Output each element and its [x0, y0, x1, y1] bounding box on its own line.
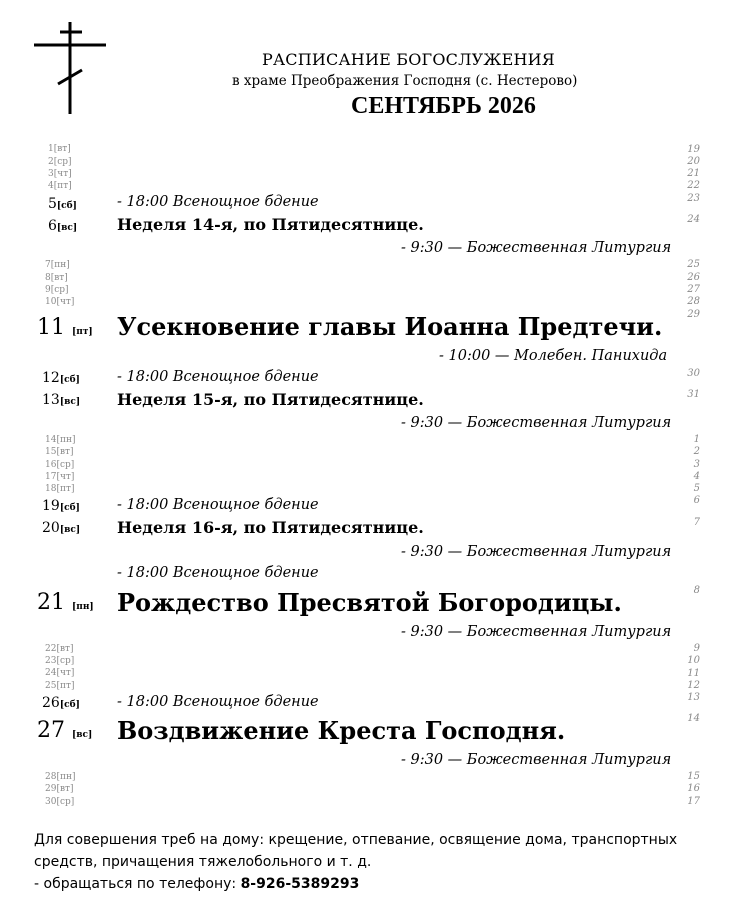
day-1: 1[вт]	[48, 144, 71, 154]
service-vigil-26: - 18:00 Всенощное бдение	[117, 694, 319, 710]
service-liturgy-21: - 9:30 — Божественная Литургия	[401, 624, 672, 640]
feast-week-14: Неделя 14-я, по Пятидесятнице.	[117, 215, 424, 234]
service-liturgy-27: - 9:30 — Божественная Литургия	[401, 752, 672, 768]
day-19: 19[сб]	[42, 498, 80, 514]
day-27: 27 [вс]	[37, 718, 93, 743]
day-9: 9[ср]	[45, 285, 69, 295]
day-16: 16[ср]	[45, 460, 75, 470]
old-style-date: 24	[687, 214, 700, 225]
old-style-date: 3	[693, 459, 700, 470]
old-style-date: 13	[687, 692, 700, 703]
old-style-date: 25	[687, 259, 700, 270]
old-style-date: 26	[687, 272, 700, 283]
old-style-date: 19	[687, 144, 700, 155]
old-style-date: 10	[687, 655, 700, 666]
old-style-date: 21	[687, 168, 700, 179]
day-5: 5[сб]	[48, 196, 77, 212]
day-21: 21 [пн]	[37, 590, 94, 615]
old-style-date: 17	[687, 796, 700, 807]
day-17: 17[чт]	[45, 472, 75, 482]
feast-week-15: Неделя 15-я, по Пятидесятнице.	[117, 390, 424, 409]
day-22: 22[вт]	[45, 644, 74, 654]
day-4: 4[пт]	[48, 181, 72, 191]
footer-line-3: - обращаться по телефону: 8-926-5389293	[34, 876, 360, 892]
service-liturgy-13: - 9:30 — Божественная Литургия	[401, 415, 672, 431]
day-8: 8[вт]	[45, 273, 68, 283]
old-style-date: 31	[687, 389, 700, 400]
old-style-date: 15	[687, 771, 700, 782]
footer-line-1: Для совершения треб на дому: крещение, отпевание, освящение дома, транспортных	[34, 832, 678, 848]
day-6: 6[вс]	[48, 218, 78, 234]
feast-nativity-theotokos: Рождество Пресвятой Богородицы.	[117, 588, 622, 617]
old-style-date: 9	[693, 643, 700, 654]
old-style-date: 27	[687, 284, 700, 295]
old-style-date: 4	[693, 471, 700, 482]
day-12: 12[сб]	[42, 370, 80, 386]
feast-week-16: Неделя 16-я, по Пятидесятнице.	[117, 518, 424, 537]
old-style-date: 8	[693, 585, 700, 596]
day-2: 2[ср]	[48, 157, 72, 167]
day-25: 25[пт]	[45, 681, 75, 691]
service-vigil-20: - 18:00 Всенощное бдение	[117, 565, 319, 581]
old-style-date: 23	[687, 193, 700, 204]
footer-line-2: средств, причащения тяжелобольного и т. д.	[34, 854, 372, 870]
old-style-date: 12	[687, 680, 700, 691]
day-29: 29[вт]	[45, 784, 74, 794]
day-13: 13[вс]	[42, 392, 81, 408]
old-style-date: 5	[693, 483, 700, 494]
phone-number: 8-926-5389293	[240, 876, 360, 892]
service-vigil-5: - 18:00 Всенощное бдение	[117, 194, 319, 210]
church-subtitle: в храме Преображения Господня (с. Нестерово)	[232, 73, 578, 89]
old-style-date: 29	[687, 309, 700, 320]
old-style-date: 1	[693, 434, 700, 445]
day-3: 3[чт]	[48, 169, 72, 179]
service-liturgy-20: - 9:30 — Божественная Литургия	[401, 544, 672, 560]
day-7: 7[пн]	[45, 260, 70, 270]
old-style-date: 20	[687, 156, 700, 167]
service-moleben-11: - 10:00 — Молебен. Панихида	[439, 348, 668, 364]
old-style-date: 14	[687, 713, 700, 724]
day-15: 15[вт]	[45, 447, 74, 457]
old-style-date: 7	[693, 517, 700, 528]
day-18: 18[пт]	[45, 484, 75, 494]
month-title: СЕНТЯБРЬ 2026	[351, 93, 536, 119]
old-style-date: 16	[687, 783, 700, 794]
day-14: 14[пн]	[45, 435, 76, 445]
day-23: 23[ср]	[45, 656, 75, 666]
service-liturgy-6: - 9:30 — Божественная Литургия	[401, 240, 672, 256]
service-vigil-12: - 18:00 Всенощное бдение	[117, 369, 319, 385]
old-style-date: 28	[687, 296, 700, 307]
old-style-date: 2	[693, 446, 700, 457]
feast-exaltation-cross: Воздвижение Креста Господня.	[117, 716, 566, 745]
day-20: 20[вс]	[42, 520, 81, 536]
day-26: 26[сб]	[42, 695, 80, 711]
old-style-date: 11	[687, 668, 700, 679]
day-28: 28[пн]	[45, 772, 76, 782]
day-11: 11 [пт]	[37, 315, 93, 340]
day-24: 24[чт]	[45, 668, 75, 678]
feast-beheading: Усекновение главы Иоанна Предтечи.	[117, 312, 663, 341]
old-style-date: 6	[693, 495, 700, 506]
schedule-title: РАСПИСАНИЕ БОГОСЛУЖЕНИЯ	[262, 50, 555, 69]
day-30: 30[ср]	[45, 797, 75, 807]
service-vigil-19: - 18:00 Всенощное бдение	[117, 497, 319, 513]
day-10: 10[чт]	[45, 297, 75, 307]
old-style-date: 22	[687, 180, 700, 191]
old-style-date: 30	[687, 368, 700, 379]
orthodox-cross-icon	[32, 20, 108, 116]
